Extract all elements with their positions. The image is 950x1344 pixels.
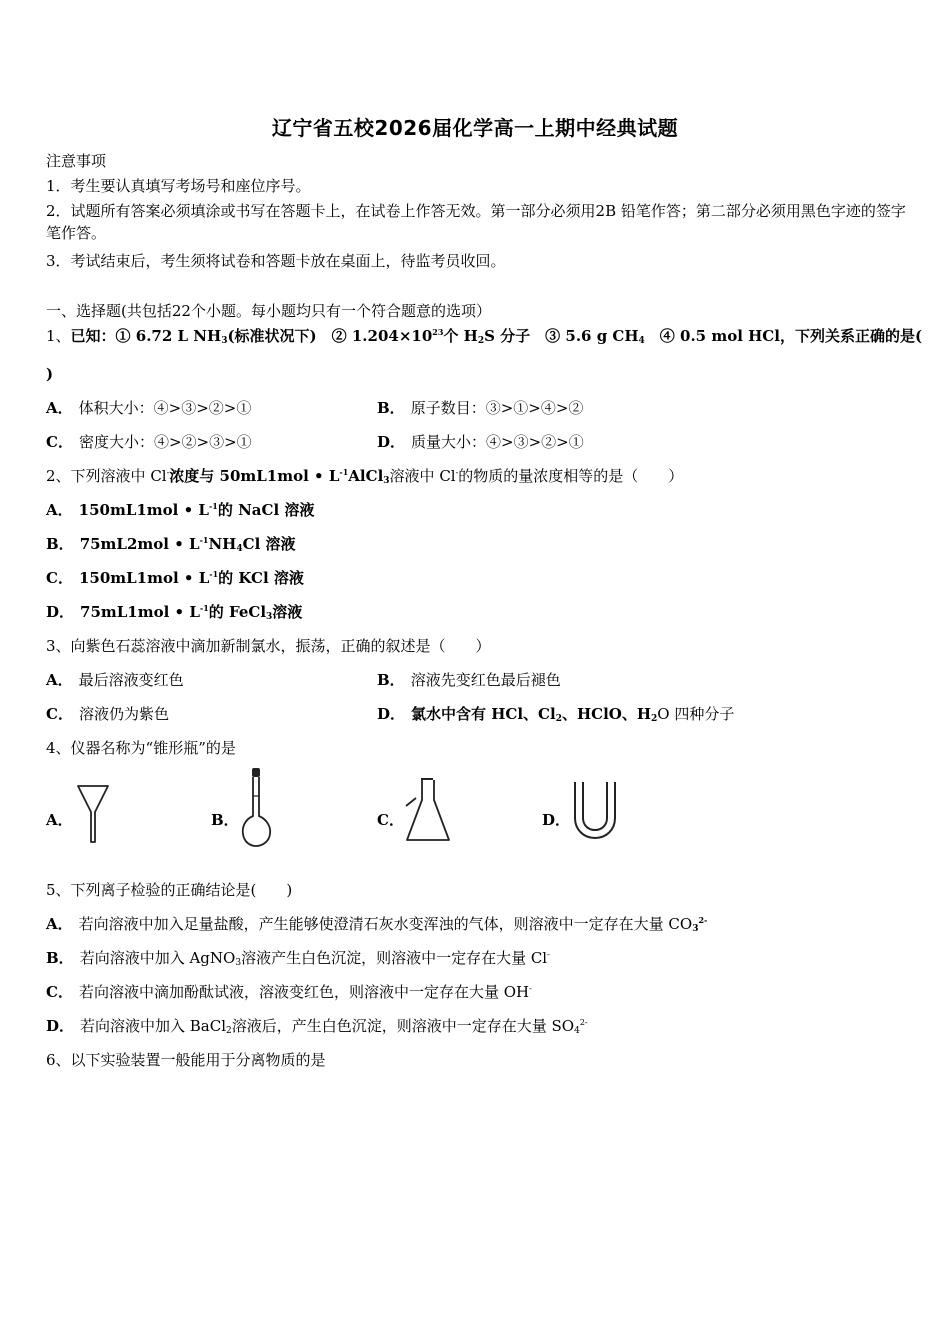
option-label: D． [46,603,75,621]
q5-option-c[interactable] [46,981,532,1003]
q5-option-a[interactable] [46,913,707,935]
option-text: 原子数目：③>①>④>② [410,399,584,417]
option-sup: -1 [199,603,209,613]
option-sup: -1 [199,535,209,545]
q1-option-d[interactable] [377,431,584,453]
option-label: D． [46,1017,75,1035]
option-text: 溶液 [272,603,303,621]
option-sup: - [529,984,532,993]
q1-sub: 2 [477,336,485,346]
option-text: 最后溶液变红色 [78,671,184,689]
q2-option-b[interactable] [46,533,295,555]
q4-option-c-label[interactable]: C． [377,811,404,829]
q1-sub: 3 [221,336,228,346]
question-4-stem [46,737,236,759]
question-number: 2、 [46,467,71,485]
q2-text: 浓度与 50mL1mol • L [169,467,340,485]
question-6-stem [46,1049,326,1071]
option-text: 75mL1mol • L [80,603,200,621]
option-text: 若向溶液中加入 BaCl [80,1017,227,1035]
q1-option-c[interactable] [46,431,252,453]
option-sup: -1 [209,569,219,579]
q3-option-a[interactable] [46,669,184,691]
option-text: Cl 溶液 [242,535,296,553]
q2-sub: 3 [383,476,390,486]
option-sup: 2- [579,1018,588,1027]
option-sub: 3 [235,958,242,968]
question-2-stem [46,465,683,487]
q4-option-b-label[interactable]: B． [211,811,239,829]
question-number: 1、 [46,327,71,345]
option-text: 若向溶液中滴加酚酞试液，溶液变红色，则溶液中一定存在大量 OH [78,983,530,1001]
q1-text: S 分子 ③ 5.6 g CH [484,327,639,345]
option-text: 若向溶液中加入足量盐酸，产生能够使澄清石灰水变浑浊的气体，则溶液中一定存在大量 CO [78,915,693,933]
q1-option-b[interactable] [377,397,583,419]
option-text: 的 KCl 溶液 [218,569,304,587]
q1-text: 已知：① 6.72 L NH [70,327,222,345]
section-heading: 一、选择题(共包括22个小题。每小题均只有一个符合题意的选项） [46,302,491,320]
q3-option-c[interactable] [46,703,169,725]
option-text: 的 NaCl 溶液 [217,501,315,519]
q2-sup: - [166,468,170,477]
option-label: B． [46,949,74,967]
option-label: B． [377,671,405,689]
option-text: 150mL1mol • L [78,501,209,519]
notice-heading: 注意事项 [46,152,107,170]
funnel-icon[interactable] [76,782,110,846]
q4-option-a-label[interactable]: A． [46,811,73,829]
q1-sup: 23 [432,327,444,337]
q1-option-a[interactable] [46,397,251,419]
option-label: C． [46,569,73,587]
q5-option-b[interactable] [46,947,550,969]
q2-text: 下列溶液中 Cl [70,467,167,485]
option-sub: 3 [692,924,699,934]
option-text: 75mL2mol • L [79,535,200,553]
q3-option-b[interactable] [377,669,561,691]
question-number: 6、 [46,1051,71,1069]
q4-option-d-label[interactable]: D． [542,811,571,829]
option-text: O 四种分子 [657,705,735,723]
question-number: 5、 [46,881,71,899]
q2-text: 的物质的量浓度相等的是（ ） [458,467,684,485]
option-label: A． [46,501,73,519]
option-sub: 4 [236,544,243,554]
q1-text: (标准状况下) ② 1.204×10 [227,327,433,345]
page-title: 辽宁省五校2026届化学高一上期中经典试题 [271,116,679,140]
q3-text: 向紫色石蕊溶液中滴加新制氯水，振荡，正确的叙述是（ ） [70,637,491,655]
notice-item-2: 2．试题所有答案必须填涂或书写在答题卡上，在试卷上作答无效。第一部分必须用2B 铅笔作答；第二部分必须用黑色字迹的签字笔作答。 [46,202,906,242]
option-text: 体积大小：④>③>②>① [78,399,252,417]
option-sup: -1 [208,501,218,511]
option-sub: 2 [651,714,658,724]
option-text: 密度大小：④>②>③>① [78,433,252,451]
q2-sup: -1 [339,467,349,477]
option-sub: 3 [266,612,273,622]
option-text: 溶液先变红色最后褪色 [410,671,561,689]
q1-sub: 4 [638,336,645,346]
option-label: C． [46,983,73,1001]
option-label: C． [46,433,73,451]
volumetric-flask-icon[interactable] [240,766,274,848]
q3-option-d[interactable] [377,703,734,725]
option-label: D． [377,705,406,723]
q1-text: 个 H [443,327,478,345]
question-number: 4、 [46,739,71,757]
notice-item-1: 1．考生要认真填写考场号和座位序号。 [46,177,311,195]
option-label: B． [46,535,74,553]
option-label: C． [46,705,73,723]
option-text: 氯水中含有 HCl、Cl [411,705,556,723]
option-text: 溶液产生白色沉淀，则溶液中一定存在大量 Cl [241,949,548,967]
q2-option-a[interactable] [46,499,314,521]
option-text: 150mL1mol • L [78,569,210,587]
q2-text: AlCl [348,467,384,485]
option-text: NH [208,535,237,553]
option-text: 质量大小：④>③>②>① [411,433,584,451]
q2-option-c[interactable] [46,567,304,589]
option-sup: 2- [698,915,708,925]
erlenmeyer-flask-icon[interactable] [403,776,455,846]
option-label: B． [377,399,405,417]
option-text: 若向溶液中加入 AgNO [79,949,236,967]
q5-text: 下列离子检验的正确结论是( ) [70,881,293,899]
option-sub: 4 [574,1026,580,1036]
option-text: 溶液仍为紫色 [78,705,169,723]
question-3-stem [46,635,491,657]
question-1-stem [46,325,922,347]
option-sub: 2 [555,714,562,724]
option-sub: 2 [226,1026,232,1036]
option-text: 、HClO、H [561,705,652,723]
option-label: A． [46,399,73,417]
q1-text: ④ 0.5 mol HCl，下列关系正确的是( [644,327,923,345]
option-label: D． [377,433,406,451]
question-1-close: ) [46,365,54,383]
q4-text: 仪器名称为“锥形瓶”的是 [70,739,236,757]
option-text: 溶液后，产生白色沉淀，则溶液中一定存在大量 SO [231,1017,575,1035]
question-5-stem [46,879,292,901]
u-tube-icon[interactable] [571,778,619,842]
q2-text: 溶液中 Cl [389,467,456,485]
option-label: A． [46,671,73,689]
q2-option-d[interactable] [46,601,302,623]
question-number: 3、 [46,637,71,655]
option-label: A． [46,915,73,933]
option-text: 的 FeCl [208,603,267,621]
q2-sup: - [455,468,459,477]
q6-text: 以下实验装置一般能用于分离物质的是 [70,1051,326,1069]
option-sup: - [547,950,550,959]
notice-item-3: 3．考试结束后，考生须将试卷和答题卡放在桌面上，待监考员收回。 [46,252,506,270]
q5-option-d[interactable] [46,1015,588,1037]
